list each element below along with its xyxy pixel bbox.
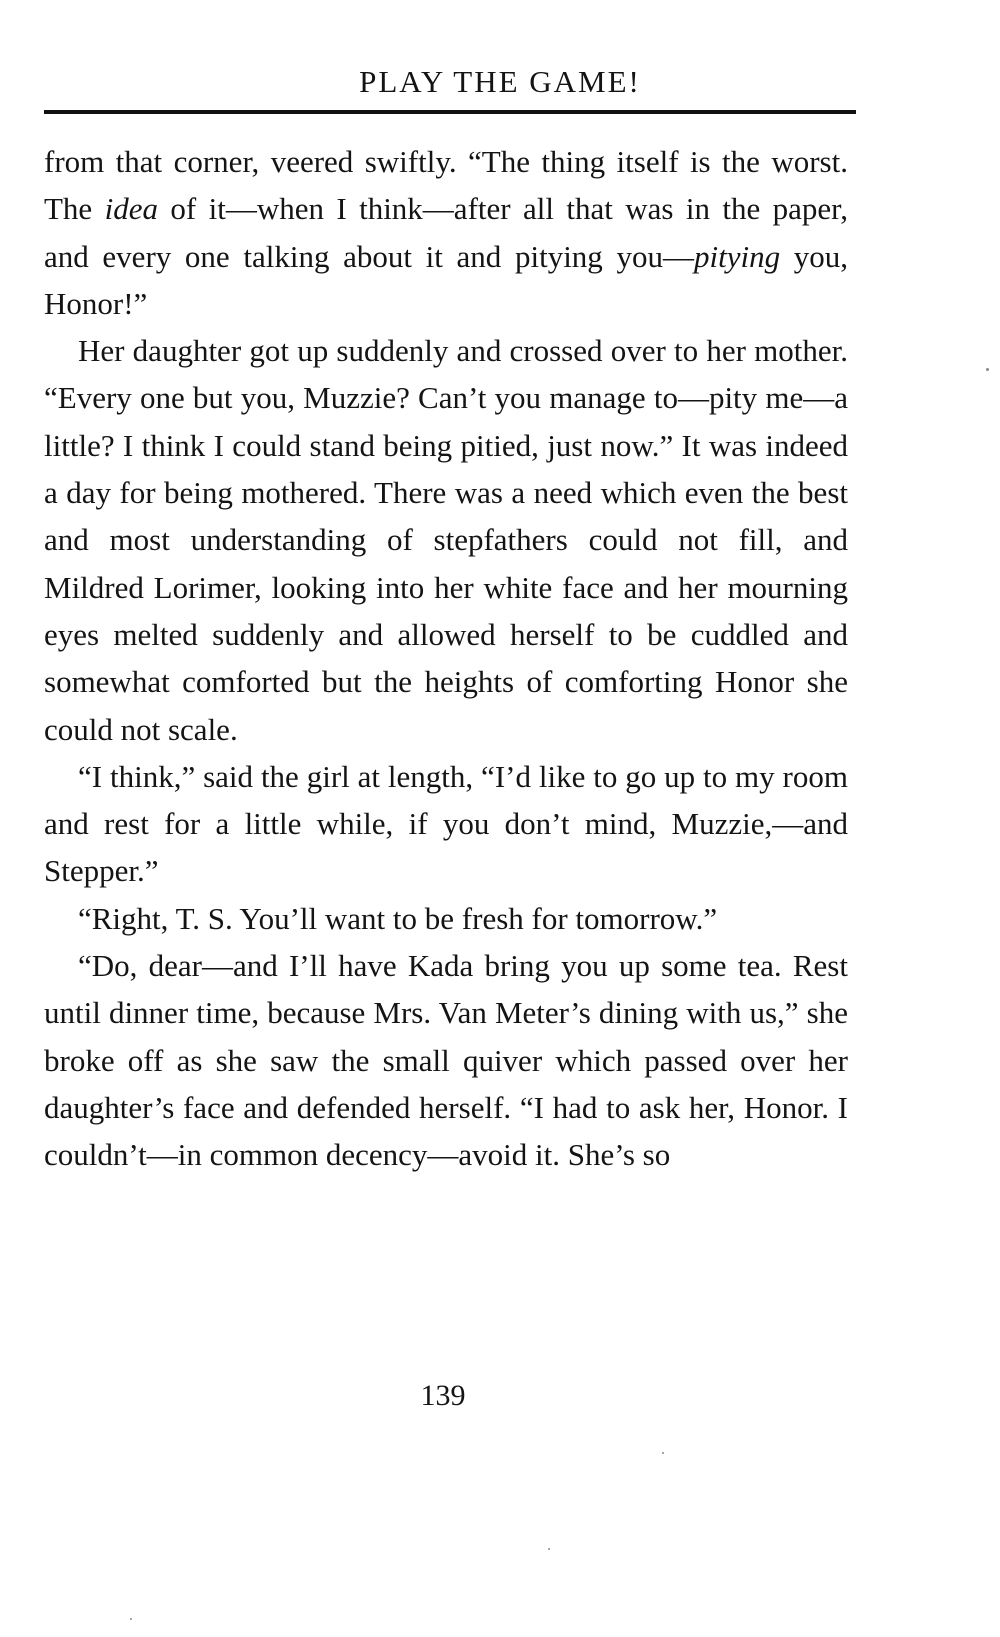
text-run: you, Honor!” [44,238,849,321]
text-run: “I think,” said the girl at length, “I’d like to go up to my room and rest for a little while, if you don’t mind, Muzzie,—and Stepper.” [44,758,848,889]
text-run: from that corner, veered swiftly. “The thing itself is the worst. The [44,144,848,227]
body-text [44,138,848,1179]
page-number: 139 [420,1379,466,1412]
italic-text-run: pitying [693,238,781,274]
paragraph [44,327,848,753]
paragraph [44,942,848,1178]
text-run: of it—when I think—after all that was in the paper, and every one talking about it and pitying you— [44,191,848,274]
running-head: PLAY THE GAME! [359,64,641,99]
paper-speck [130,1618,132,1620]
paragraph [44,138,848,327]
text-run: “Right, T. S. You’ll want to be fresh for tomorrow.” [78,900,718,936]
paragraph [44,753,848,895]
italic-text-run: idea [104,191,158,227]
paper-speck [548,1548,550,1550]
paper-speck [662,1452,664,1454]
text-run: Her daughter got up suddenly and crossed over to her mother. “Every one but you, Muzzie? Can’t you manage to—pity me—a little? I think I could stand being pitied, just now.” It was indeed a day for being mothered. There was a need which even the best and most understanding of stepfathers could not fill, and Mildred Lorimer, looking into her white face and her mourning eyes melted suddenly and allowed herself to be cuddled and somewhat comforted but the heights of comforting Honor she could not scale. [44,333,848,747]
paragraph [44,895,848,942]
text-run: “Do, dear—and I’ll have Kada bring you up some tea. Rest until dinner time, because Mrs. Van Meter’s dining with us,” she broke off as she saw the small quiver which passed over her daughter’s face and defended herself. “I had to ask her, Honor. I couldn’t—in common decency—avoid it. She’s so [44,948,848,1173]
header-rule [44,110,856,114]
paper-speck [986,368,989,371]
